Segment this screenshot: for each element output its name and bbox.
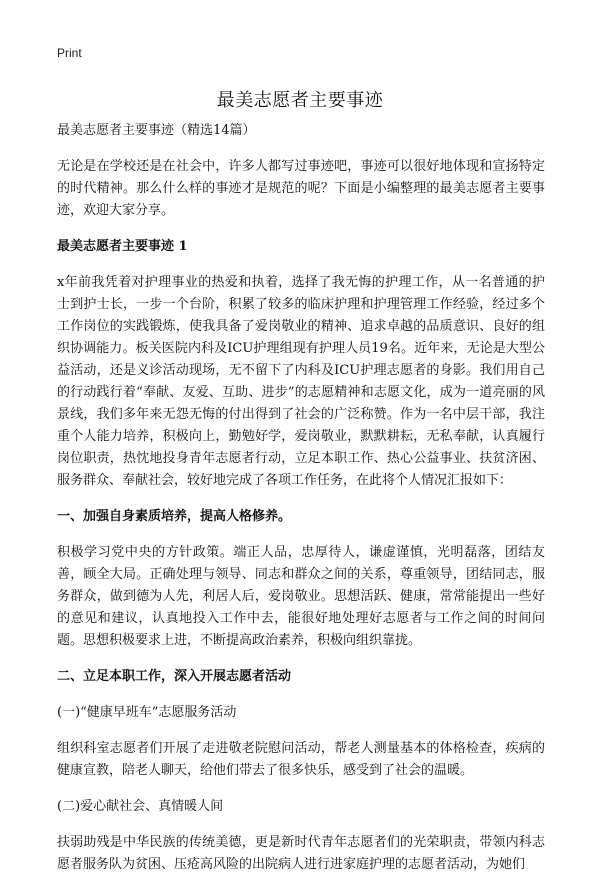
section-heading: 最美志愿者主要事迹 1 xyxy=(57,239,188,254)
paragraph-strengthen-quality: 积极学习党中央的方针政策。端正人品，忠厚待人，谦虚谨慎，光明磊落，团结友善，顾全大局。正确处理与领导、同志和群众之间的关系，尊重领导，团结同志，服务群众，做到德为人先，利居人后，爱岗敬业。思想活跃、健康，常常能提出一些好的意见和建议，认真地投入工作中去，能很好地处理好志愿者与工作之间的时间问题。思想积极要求上进，不断提高政治素养，积极向组织靠拢。 xyxy=(57,545,545,648)
subheading-health-bus: (一)“健康早班车”志愿服务活动 xyxy=(57,705,237,720)
paragraph-health-bus: 组织科室志愿者们开展了走进敬老院慰问活动，帮老人测量基本的体格检查，疾病的健康宣教，陪老人聊天，给他们带去了很多快乐，感受到了社会的温暖。 xyxy=(57,741,545,778)
print-link[interactable]: Print xyxy=(57,46,82,60)
document-title: 最美志愿者主要事迹 xyxy=(216,90,384,111)
document-body xyxy=(57,120,545,890)
intro-paragraph: 无论是在学校还是在社会中，许多人都写过事迹吧，事迹可以很好地体现和宣扬特定的时代精神。那么什么样的事迹才是规范的呢？下面是小编整理的最美志愿者主要事迹，欢迎大家分享。 xyxy=(57,159,545,218)
section-paragraph: x年前我凭着对护理事业的热爱和执着，选择了我无悔的护理工作，从一名普通的护士到护士长，一步一个台阶，积累了较多的临床护理和护理管理工作经验，经过多个工作岗位的实践锻炼，使我具备了爱岗敬业的精神、追求卓越的品质意识、良好的组织协调能力。板关医院内科及ICU护理组现有护理人员19名。近年来，无论是大型公益活动，还是义诊活动现场，无不留下了内科及ICU护理志愿者的身影。我们用自己的行动践行着“奉献、友爱、互助、进步”的志愿精神和志愿文化，成为一道亮丽的风景线，我们多年来无怨无悔的付出得到了社会的广泛称赞。作为一名中层干部，我注重个人能力培养，积极向上，勤勉好学，爱岗敬业，默默耕耘，无私奉献，认真履行岗位职责，热忱地投身青年志愿者行动，立足本职工作、热心公益事业、扶贫济困、服务群众、奉献社会，较好地完成了各项工作任务，在此将个人情况汇报如下： xyxy=(57,275,545,488)
heading-strengthen-quality: 一、加强自身素质培养，提高人格修养。 xyxy=(57,509,292,524)
paragraph-love-society: 扶弱助残是中华民族的传统美德，更是新时代青年志愿者们的光荣职责，带领内科志愿者服务队为贫困、压疮高风险的出院病人进行进家庭护理的志愿者活动，为她们 xyxy=(57,835,545,872)
subheading-love-society: (二)爱心献社会、真情暖人间 xyxy=(57,799,224,814)
heading-volunteer-activities: 二、立足本职工作，深入开展志愿者活动 xyxy=(57,669,292,684)
document-subtitle: 最美志愿者主要事迹（精选14篇） xyxy=(57,123,256,138)
